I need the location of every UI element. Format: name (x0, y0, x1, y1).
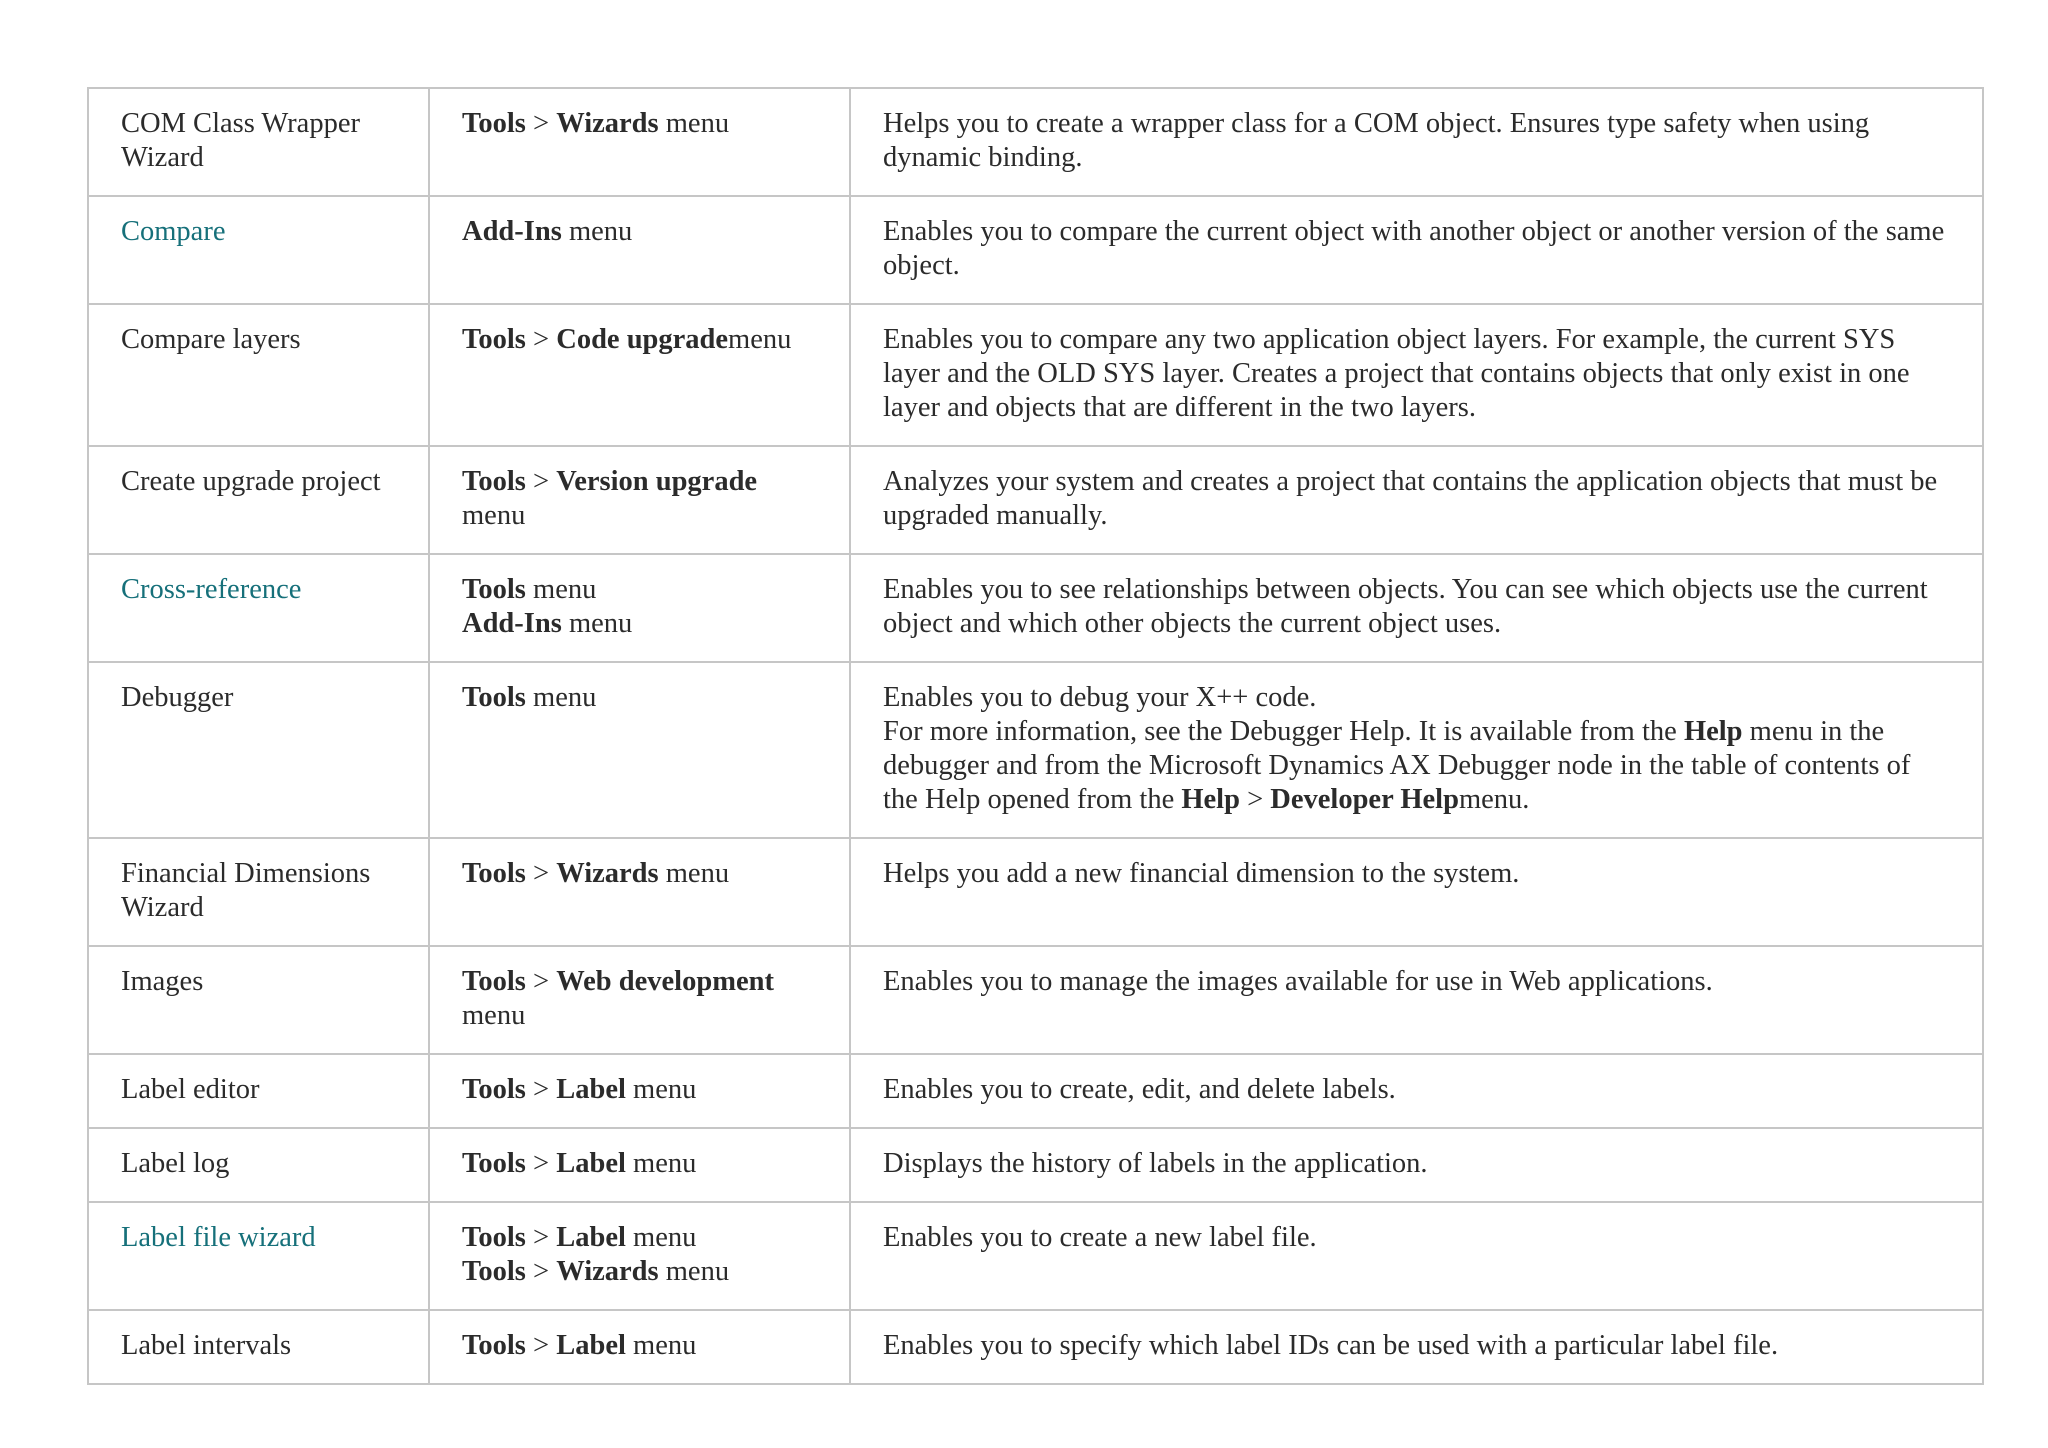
description-text: Enables you to manage the images available for use in Web applications. (883, 966, 1713, 997)
description-cell (850, 662, 1983, 838)
access-text: Version upgrade (556, 466, 758, 497)
description-cell (850, 838, 1983, 946)
access-line (462, 965, 819, 1033)
access-text: Wizards (556, 858, 659, 889)
access-text: menu (525, 574, 597, 605)
feature-name: Compare layers (121, 324, 301, 355)
access-text: menu (658, 1256, 730, 1287)
description-cell (850, 1202, 1983, 1310)
access-line (462, 1221, 819, 1255)
description-text: > (1239, 784, 1271, 815)
access-line (462, 681, 819, 715)
access-line (462, 573, 819, 607)
access-cell (429, 1054, 850, 1128)
access-text: menu (525, 682, 597, 713)
access-text: Add-Ins (462, 216, 562, 247)
description-line (883, 1147, 1952, 1181)
description-line (883, 1329, 1952, 1363)
access-text: menu (625, 1074, 697, 1105)
description-cell (850, 304, 1983, 446)
access-text: Label (556, 1148, 626, 1179)
access-text: Tools (462, 858, 526, 889)
access-text: Tools (462, 574, 526, 605)
access-line (462, 1329, 819, 1363)
feature-cell (88, 662, 429, 838)
feature-cell (88, 1310, 429, 1384)
description-cell (850, 1128, 1983, 1202)
description-text: menu in the debugger and from the Microsoft Dynamics AX Debugger node in the table of contents of the Help opened from the (883, 716, 1911, 815)
access-text: > (525, 1074, 557, 1105)
access-line (462, 107, 819, 141)
description-text: For more information, see the Debugger Help. It is available from the (883, 716, 1684, 747)
access-text: Label (556, 1074, 626, 1105)
description-text: Enables you to specify which label IDs can be used with a particular label file. (883, 1330, 1779, 1361)
description-text: Developer Help (1270, 784, 1459, 815)
access-cell (429, 838, 850, 946)
description-line (883, 1073, 1952, 1107)
table-row (88, 88, 1983, 196)
access-text: menu (462, 1000, 526, 1031)
access-text: Code upgrade (556, 324, 729, 355)
access-cell (429, 446, 850, 554)
access-cell (429, 196, 850, 304)
feature-name: Label editor (121, 1074, 260, 1105)
access-text: menu (561, 608, 633, 639)
access-cell (429, 554, 850, 662)
access-text: Web development (556, 966, 774, 997)
access-cell (429, 1128, 850, 1202)
feature-cell (88, 446, 429, 554)
tools-reference-table (87, 87, 1984, 1385)
description-line (883, 465, 1952, 533)
description-text: Displays the history of labels in the application. (883, 1148, 1428, 1179)
description-line (883, 215, 1952, 283)
access-line (462, 215, 819, 249)
table-row (88, 554, 1983, 662)
description-line (883, 681, 1952, 715)
access-text: > (525, 858, 557, 889)
access-text: > (525, 1222, 557, 1253)
access-text: > (525, 966, 557, 997)
table-row (88, 304, 1983, 446)
feature-cell (88, 1128, 429, 1202)
access-text: menu (658, 108, 730, 139)
table-row (88, 1310, 1983, 1384)
feature-name: Images (121, 966, 204, 997)
access-line (462, 465, 819, 533)
description-line (883, 715, 1952, 817)
access-text: > (525, 1330, 557, 1361)
access-text: menu (728, 324, 792, 355)
description-text: menu. (1458, 784, 1530, 815)
access-text: Tools (462, 1074, 526, 1105)
access-text: Tools (462, 966, 526, 997)
access-text: menu (462, 500, 526, 531)
access-text: Tools (462, 682, 526, 713)
description-text: Helps you to create a wrapper class for a COM object. Ensures type safety when using dynamic binding. (883, 108, 1870, 173)
description-cell (850, 1054, 1983, 1128)
access-cell (429, 304, 850, 446)
access-text: menu (625, 1222, 697, 1253)
description-cell (850, 1310, 1983, 1384)
access-text: Tools (462, 1330, 526, 1361)
table-row (88, 946, 1983, 1054)
description-line (883, 323, 1952, 425)
table-row (88, 838, 1983, 946)
feature-cell (88, 554, 429, 662)
access-text: menu (625, 1148, 697, 1179)
description-line (883, 107, 1952, 175)
access-text: menu (625, 1330, 697, 1361)
access-line (462, 323, 819, 357)
feature-name: Create upgrade project (121, 466, 381, 497)
description-cell (850, 196, 1983, 304)
description-cell (850, 946, 1983, 1054)
access-cell (429, 1310, 850, 1384)
access-text: Label (556, 1330, 626, 1361)
access-line (462, 607, 819, 641)
feature-cell (88, 304, 429, 446)
access-text: > (525, 466, 557, 497)
feature-cell (88, 88, 429, 196)
table-row (88, 196, 1983, 304)
description-line (883, 573, 1952, 641)
description-text: Enables you to create a new label file. (883, 1222, 1317, 1253)
table-row (88, 662, 1983, 838)
feature-link[interactable]: Label file wizard (121, 1222, 316, 1253)
description-text: Enables you to compare any two application object layers. For example, the current SYS layer and the OLD SYS layer. Creates a project that contains objects that only exist in one layer and objects that are different in the two layers. (883, 324, 1910, 423)
description-text: Enables you to see relationships between objects. You can see which objects use the current object and which other objects the current object uses. (883, 574, 1928, 639)
description-cell (850, 554, 1983, 662)
access-text: > (525, 324, 557, 355)
feature-cell (88, 196, 429, 304)
access-text: Tools (462, 1148, 526, 1179)
description-text: Enables you to debug your X++ code. (883, 682, 1317, 713)
feature-name: Financial Dimensions Wizard (121, 858, 371, 923)
access-text: Add-Ins (462, 608, 562, 639)
access-text: Label (556, 1222, 626, 1253)
table-row (88, 1202, 1983, 1310)
description-text: Help (1181, 784, 1240, 815)
feature-name: Debugger (121, 682, 234, 713)
description-line (883, 1221, 1952, 1255)
access-text: Wizards (556, 1256, 659, 1287)
table-row (88, 446, 1983, 554)
access-line (462, 1255, 819, 1289)
access-line (462, 1147, 819, 1181)
table-body (88, 88, 1983, 1384)
description-line (883, 965, 1952, 999)
access-text: menu (561, 216, 633, 247)
access-cell (429, 662, 850, 838)
table-row (88, 1054, 1983, 1128)
access-text: Wizards (556, 108, 659, 139)
access-text: > (525, 1148, 557, 1179)
feature-cell (88, 946, 429, 1054)
description-text: Helps you add a new financial dimension to the system. (883, 858, 1520, 889)
access-text: Tools (462, 324, 526, 355)
description-line (883, 857, 1952, 891)
feature-name: Label intervals (121, 1330, 292, 1361)
access-line (462, 1073, 819, 1107)
access-text: > (525, 108, 557, 139)
table-row (88, 1128, 1983, 1202)
description-text: Analyzes your system and creates a project that contains the application objects that must be upgraded manually. (883, 466, 1938, 531)
description-cell (850, 88, 1983, 196)
feature-cell (88, 1202, 429, 1310)
description-text: Help (1683, 716, 1743, 747)
description-text: Enables you to compare the current object with another object or another version of the same object. (883, 216, 1945, 281)
access-text: Tools (462, 108, 526, 139)
access-line (462, 857, 819, 891)
access-text: menu (658, 858, 730, 889)
access-cell (429, 946, 850, 1054)
feature-link[interactable]: Cross-reference (121, 574, 302, 605)
feature-name: Label log (121, 1148, 230, 1179)
access-cell (429, 1202, 850, 1310)
feature-cell (88, 1054, 429, 1128)
feature-link[interactable]: Compare (121, 216, 226, 247)
access-text: > (525, 1256, 557, 1287)
access-text: Tools (462, 466, 526, 497)
description-text: Enables you to create, edit, and delete labels. (883, 1074, 1396, 1105)
feature-name: COM Class Wrapper Wizard (121, 108, 360, 173)
description-cell (850, 446, 1983, 554)
feature-cell (88, 838, 429, 946)
access-text: Tools (462, 1256, 526, 1287)
access-text: Tools (462, 1222, 526, 1253)
access-cell (429, 88, 850, 196)
